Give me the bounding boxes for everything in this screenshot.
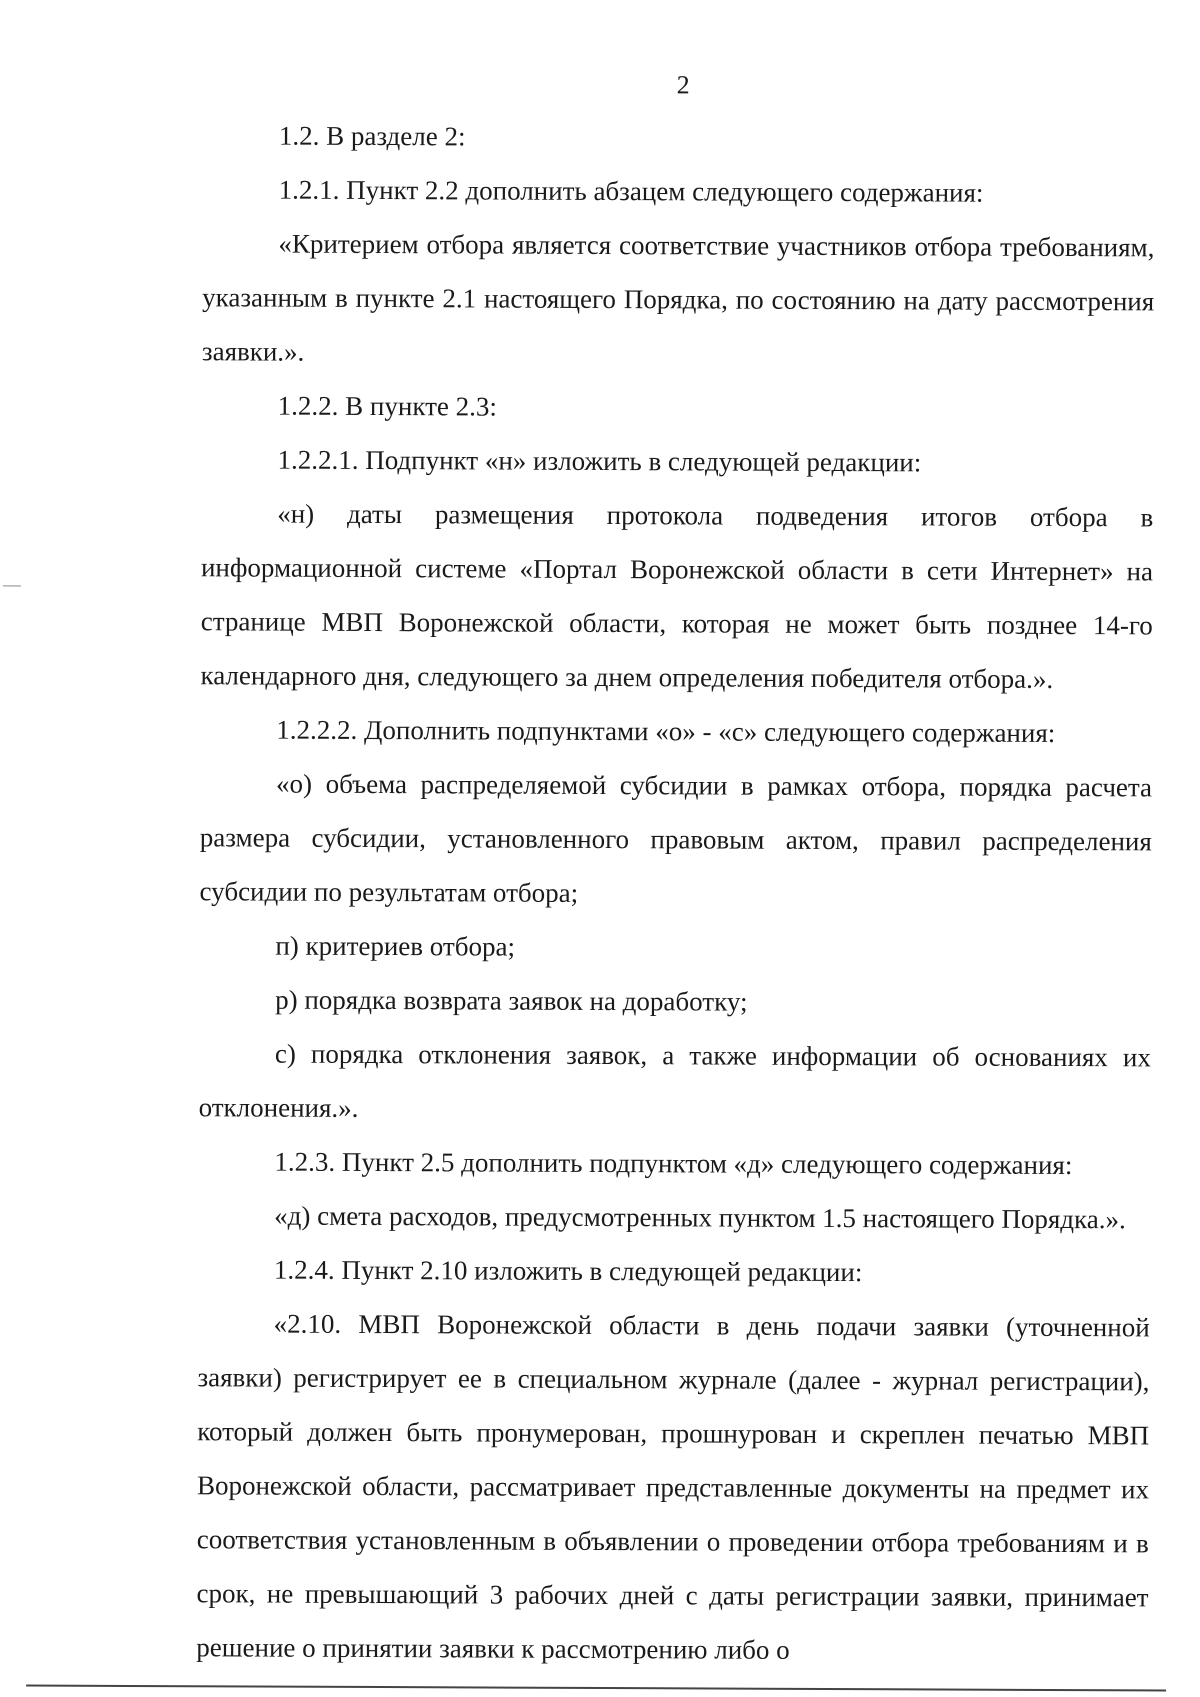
- scan-margin-mark: [3, 585, 21, 586]
- document-body: [196, 108, 1155, 1678]
- paragraph-subitem-o: «о) объема распределяемой субсидии в рамках отбора, порядка расчета размера субсидии, установленного правовым актом, правил распределения субсидии по результатам отбора;: [199, 768, 1153, 908]
- paragraph-criterion-quote: «Критерием отбора является соответствие участников отбора требованиям, указанным в пункте 2.1 настоящего Порядка, по состоянию на дату рассмотрения заявки.».: [201, 228, 1155, 367]
- paragraph-subitem-p: п) критериев отбора;: [275, 930, 516, 962]
- scan-bottom-edge: [26, 1685, 1166, 1692]
- paragraph-item-2-10: «2.10. МВП Воронежской области в день подачи заявки (уточненной заявки) регистрирует ее в специальном журнале (далее - журнал регистрации), который должен быть пронумерован, прошнурован и скреплен печатью МВП Воронежской области, рассматривает представленные документы на предмет их соответствия установленным в объявлении о проведении отбора требованиям и в срок, не превышающий 3 рабочих дней с даты регистрации заявки, принимает решение о принятии заявки к рассмотрению либо о: [196, 1308, 1150, 1665]
- paragraph-subitem-n: «н) даты размещения протокола подведения итогов отбора в информационной системе «Портал Воронежской области в сети Интернет» на странице МВП Воронежской области, которая не может быть позднее 14-го календарного дня, следующего за днем определения победителя отбора.».: [200, 498, 1154, 694]
- paragraph-1-2-3: 1.2.3. Пункт 2.5 дополнить подпунктом «д» следующего содержания:: [274, 1146, 1073, 1181]
- paragraph-subitem-d: «д) смета расходов, предусмотренных пунктом 1.5 настоящего Порядка.».: [274, 1200, 1126, 1235]
- paragraph-1-2-2: 1.2.2. В пункте 2.3:: [277, 390, 497, 422]
- paragraph-subitem-s: с) порядка отклонения заявок, а также информации об основаниях их отклонения.».: [198, 1038, 1151, 1123]
- paragraph-1-2-1: 1.2.1. Пункт 2.2 дополнить абзацем следующего содержания:: [278, 174, 984, 208]
- page-number: 2: [676, 70, 690, 100]
- paragraph-subitem-r: р) порядка возврата заявок на доработку;: [275, 984, 748, 1017]
- paragraph-1-2-2-1: 1.2.2.1. Подпункт «н» изложить в следующей редакции:: [277, 444, 922, 478]
- paragraph-1-2-4: 1.2.4. Пункт 2.10 изложить в следующей редакции:: [273, 1254, 863, 1288]
- paragraph-1-2-2-2: 1.2.2.2. Дополнить подпунктами «о» - «с» следующего содержания:: [276, 714, 1056, 748]
- paragraph-section-1-2: 1.2. В разделе 2:: [278, 120, 466, 152]
